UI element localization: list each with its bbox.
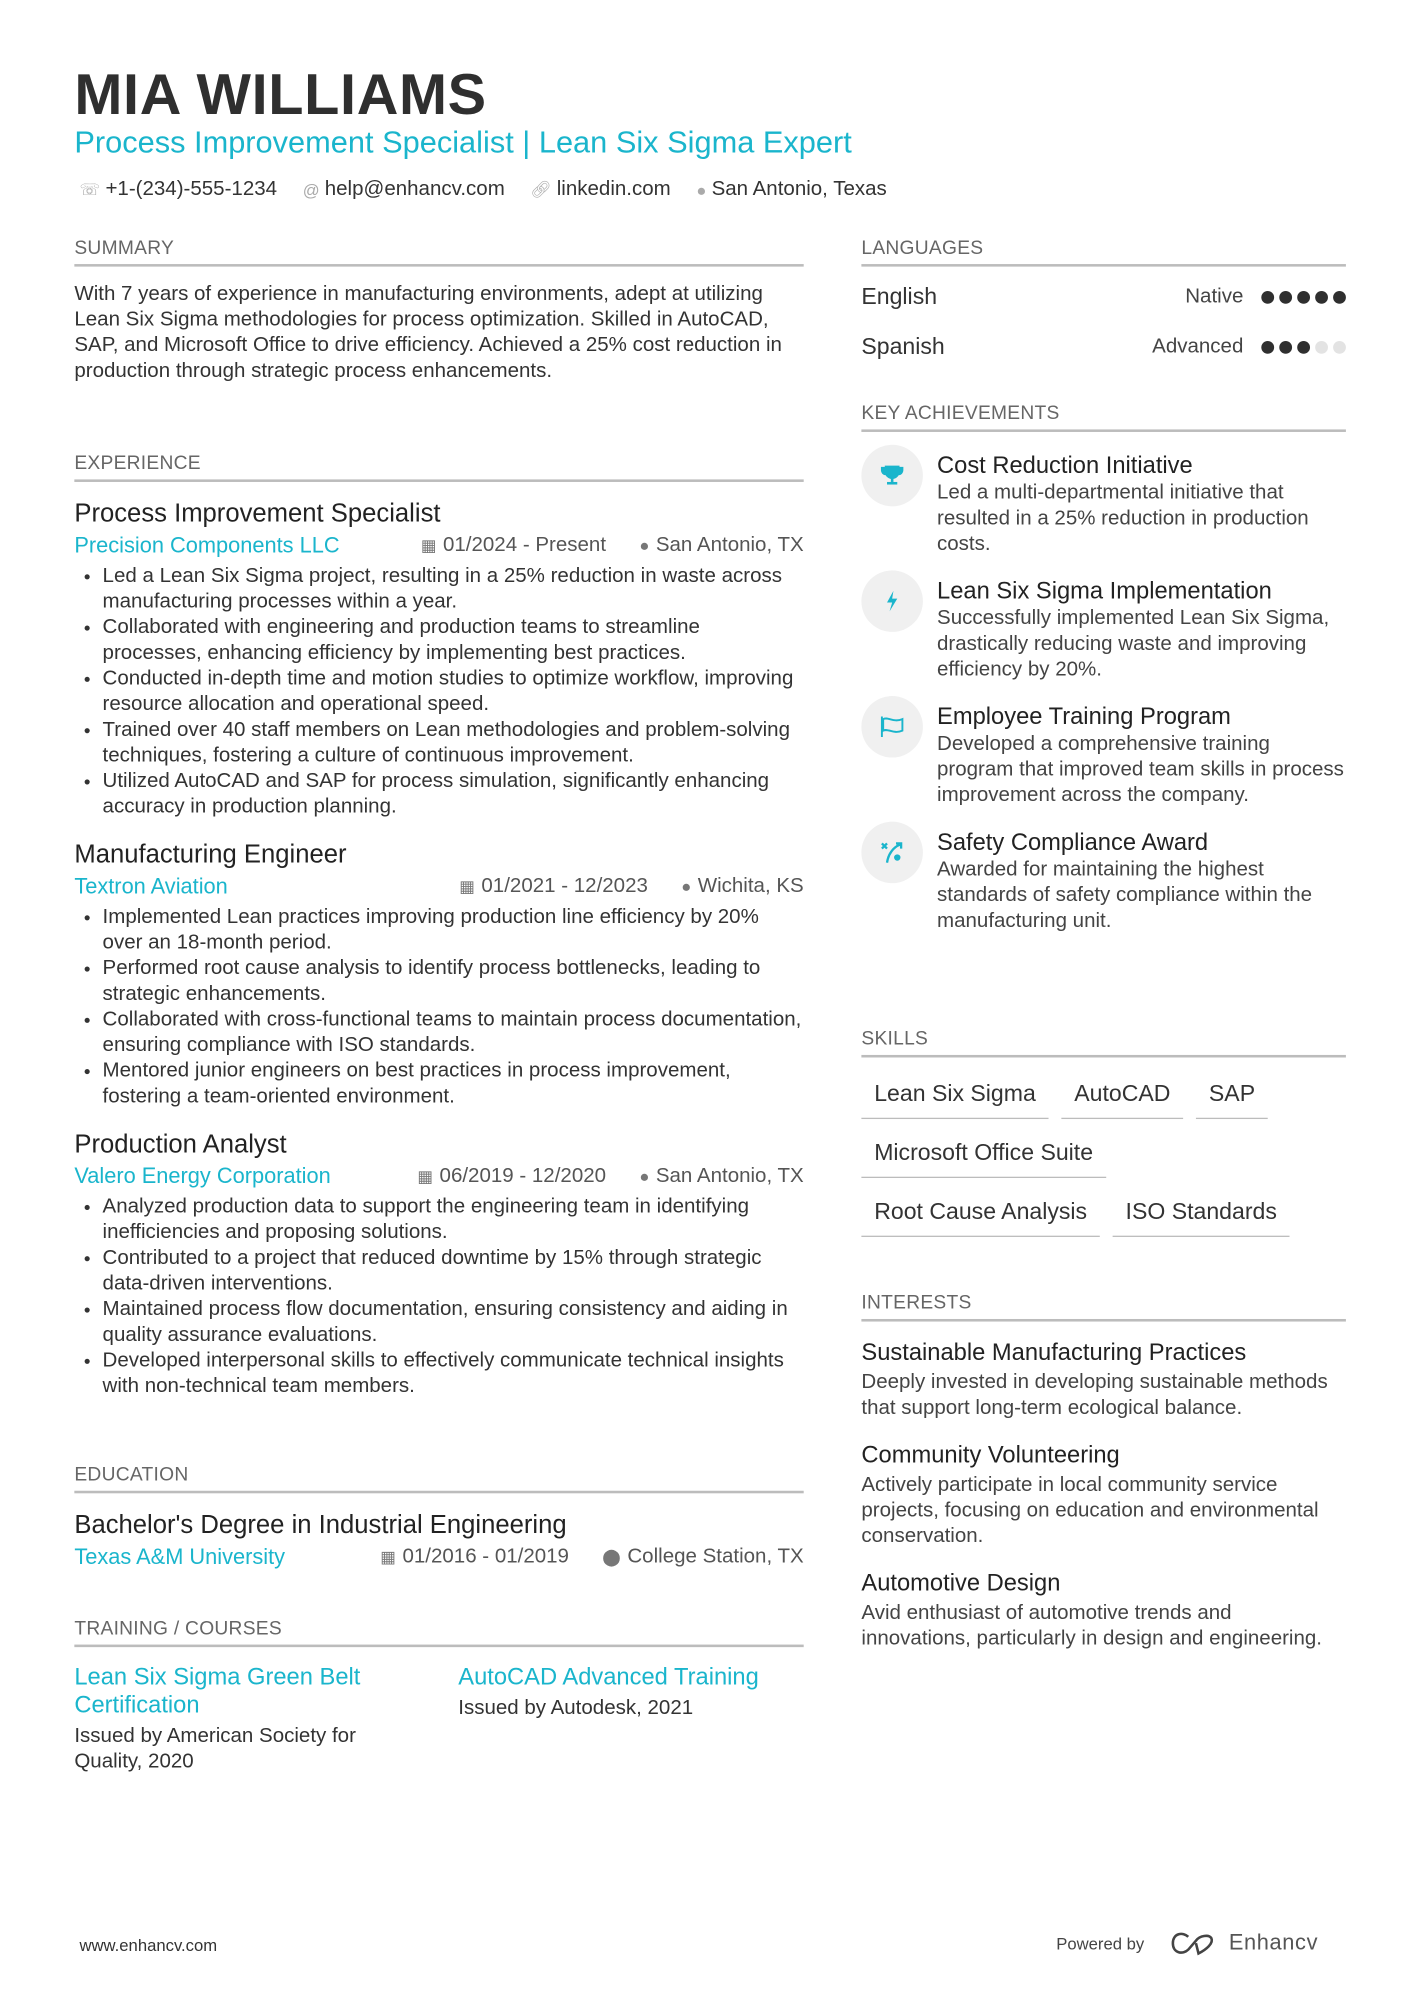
section-heading: LANGUAGES	[861, 237, 1346, 266]
skill-tag: Microsoft Office Suite	[861, 1134, 1105, 1178]
job-entry	[74, 838, 803, 1110]
job-location: San Antonio, TX	[655, 534, 804, 557]
proficiency-dots	[1261, 340, 1346, 353]
section-heading: EDUCATION	[74, 1464, 803, 1493]
interest-desc: Avid enthusiast of automotive trends and innovations, particularly in design and engineering.	[861, 1602, 1322, 1650]
job-location: San Antonio, TX	[655, 1165, 804, 1187]
bullet-item: Collaborated with engineering and production teams to streamline processes, enhancing efficiency by implementing best practices.	[74, 615, 803, 666]
training-issuer: Issued by American Society for Quality, 2020	[74, 1725, 356, 1773]
interest-item	[861, 1568, 1346, 1653]
bullet-item: Implemented Lean practices improving production line efficiency by 20% over an 18-month period.	[74, 905, 803, 956]
powered-by: Powered by	[1056, 1933, 1145, 1953]
contact-item[interactable]	[530, 178, 670, 201]
job-dates-group	[459, 872, 648, 903]
skills-section	[861, 1028, 1346, 1252]
bullet-item: Developed interpersonal skills to effectively communicate technical insights with non-technical team members.	[74, 1348, 803, 1399]
achievement-title: Lean Six Sigma Implementation	[937, 576, 1272, 604]
location-icon: ●	[639, 1166, 650, 1186]
interest-item	[861, 1439, 1346, 1549]
phone-icon: ☏	[79, 179, 101, 199]
skill-tag: ISO Standards	[1113, 1193, 1290, 1237]
calendar-icon: ▦	[380, 1547, 397, 1567]
dates: 01/2016 - 01/2019	[402, 1545, 569, 1568]
dot-filled	[1279, 290, 1292, 303]
summary-text: With 7 years of experience in manufacturing environments, adept at utilizing Lean Six Sigma methodologies for process optimization. Skilled in AutoCAD, SAP, and Microsoft Office to drive efficiency. Achieved a 25% cost reduction in production through strategic process enhancements.	[74, 283, 782, 382]
dot-empty	[1315, 340, 1328, 353]
summary-section	[74, 237, 803, 384]
achievement-title: Employee Training Program	[937, 702, 1231, 730]
dot-filled	[1261, 290, 1274, 303]
bullet-item: Collaborated with cross-functional teams to maintain process documentation, ensuring compliance with ISO standards.	[74, 1008, 803, 1059]
training-title: AutoCAD Advanced Training	[458, 1662, 759, 1690]
language-name: English	[861, 283, 938, 309]
section-heading: SKILLS	[861, 1028, 1346, 1057]
achievement-title: Cost Reduction Initiative	[937, 451, 1193, 479]
language-row	[861, 322, 1346, 372]
achievements-section	[861, 402, 1346, 952]
company-name[interactable]: Precision Components LLC	[74, 533, 340, 558]
section-heading: EXPERIENCE	[74, 452, 803, 481]
section-heading: TRAINING / COURSES	[74, 1618, 803, 1647]
contact-text: help@enhancv.com	[324, 178, 505, 200]
school: Texas A&M University	[74, 1544, 286, 1569]
language-level: Native	[1185, 285, 1244, 307]
training-title: Lean Six Sigma Green Belt Certification	[74, 1662, 361, 1718]
company-name[interactable]: Valero Energy Corporation	[74, 1163, 331, 1189]
company-name[interactable]: Textron Aviation	[74, 874, 228, 899]
candidate-name: MIA WILLIAMS	[74, 61, 487, 127]
achievement-item	[861, 450, 1346, 558]
job-title: Production Analyst	[74, 1130, 287, 1159]
flag-icon	[861, 696, 923, 758]
bullet-item: Performed root cause analysis to identify process bottlenecks, leading to strategic enhancements.	[74, 956, 803, 1007]
dot-empty	[1333, 340, 1346, 353]
contact-item[interactable]	[696, 178, 886, 201]
enhancv-logo-icon	[1170, 1930, 1216, 1956]
training-item	[74, 1663, 419, 1776]
dot-filled	[1315, 290, 1328, 303]
job-meta	[74, 1161, 803, 1192]
education-section	[74, 1464, 803, 1576]
job-title: Process Improvement Specialist	[74, 499, 441, 529]
calendar-icon: ▦	[459, 876, 475, 896]
strategy-icon	[861, 822, 923, 884]
interest-desc: Deeply invested in developing sustainable methods that support long-term ecological balance.	[861, 1371, 1328, 1419]
achievement-desc: Awarded for maintaining the highest standards of safety compliance within the manufacturing unit.	[937, 858, 1313, 932]
job-location-group	[639, 531, 803, 562]
section-heading: KEY ACHIEVEMENTS	[861, 402, 1346, 431]
dot-filled	[1333, 290, 1346, 303]
contact-text: linkedin.com	[556, 178, 671, 200]
contact-item[interactable]	[79, 178, 277, 201]
dot-filled	[1297, 340, 1310, 353]
training-section	[74, 1618, 803, 1776]
enhancv-logo	[1170, 1930, 1318, 1956]
lightning-icon	[861, 570, 923, 632]
skill-tag: SAP	[1196, 1075, 1268, 1119]
job-dates: 01/2024 - Present	[442, 534, 607, 557]
job-location-group	[681, 872, 803, 903]
language-level: Advanced	[1152, 335, 1244, 357]
skill-row	[861, 1193, 1346, 1237]
footer-website[interactable]: www.enhancv.com	[79, 1935, 218, 1955]
footer-branding	[1056, 1930, 1318, 1956]
skill-tag: AutoCAD	[1061, 1075, 1183, 1119]
interest-desc: Actively participate in local community service projects, focusing on education and environmental conservation.	[861, 1474, 1319, 1548]
interest-title: Community Volunteering	[861, 1440, 1120, 1468]
calendar-icon: ▦	[417, 1166, 434, 1186]
bullet-item: Trained over 40 staff members on Lean methodologies and problem-solving techniques, fostering a culture of continuous improvement.	[74, 718, 803, 769]
job-dates-group	[417, 1161, 606, 1192]
contact-item[interactable]	[303, 178, 505, 201]
achievement-desc: Led a multi-departmental initiative that resulted in a 25% reduction in production costs.	[937, 481, 1309, 556]
dot-filled	[1279, 340, 1292, 353]
section-heading: INTERESTS	[861, 1292, 1346, 1321]
job-title: Manufacturing Engineer	[74, 840, 347, 870]
skill-row	[861, 1075, 1346, 1119]
skill-tag: Root Cause Analysis	[861, 1193, 1100, 1237]
contact-text: San Antonio, Texas	[711, 178, 887, 200]
brand-name: Enhancv	[1228, 1930, 1319, 1955]
job-entry	[74, 1128, 803, 1400]
bullet-item: Contributed to a project that reduced downtime by 15% through strategic data-driven interventions.	[74, 1246, 803, 1297]
location-icon: ⬤	[602, 1547, 621, 1567]
achievement-desc: Developed a comprehensive training program that improved team skills in process improvement across the company.	[937, 733, 1344, 807]
dot-filled	[1261, 340, 1274, 353]
location-icon: ●	[681, 876, 692, 896]
language-row	[861, 272, 1346, 322]
language-name: Spanish	[861, 333, 945, 359]
training-item	[458, 1663, 803, 1776]
bullet-item: Utilized AutoCAD and SAP for process simulation, significantly enhancing accuracy in production planning.	[74, 769, 803, 820]
job-bullets	[74, 1195, 803, 1400]
at-icon: @	[302, 180, 320, 200]
bullet-item: Led a Lean Six Sigma project, resulting in a 25% reduction in waste across manufacturing processes within a year.	[74, 564, 803, 615]
bullet-item: Maintained process flow documentation, ensuring consistency and aiding in quality assurance evaluations.	[74, 1297, 803, 1348]
skill-row	[861, 1134, 1346, 1178]
achievement-item	[861, 701, 1346, 809]
languages-section	[861, 237, 1346, 372]
job-dates-group	[421, 531, 606, 562]
job-location-group	[639, 1161, 803, 1192]
interest-title: Automotive Design	[861, 1568, 1061, 1596]
bullet-item: Conducted in-depth time and motion studies to optimize workflow, improving resource allocation and operational speed.	[74, 667, 803, 718]
link-icon: 🔗︎	[530, 179, 552, 199]
location-icon: ●	[696, 180, 707, 200]
achievement-text	[937, 576, 1346, 684]
job-bullets	[74, 564, 803, 820]
interests-section	[861, 1292, 1346, 1670]
skill-tag: Lean Six Sigma	[861, 1075, 1048, 1119]
bullet-item: Analyzed production data to support the engineering team in identifying inefficiencies and proposing solutions.	[74, 1195, 803, 1246]
interest-item	[861, 1337, 1346, 1422]
achievement-item	[861, 576, 1346, 684]
job-location: Wichita, KS	[697, 875, 804, 898]
section-heading: SUMMARY	[74, 237, 803, 266]
proficiency-dots	[1261, 290, 1346, 303]
interest-title: Sustainable Manufacturing Practices	[861, 1338, 1247, 1366]
dot-filled	[1297, 290, 1310, 303]
location: College Station, TX	[627, 1545, 804, 1568]
job-bullets	[74, 905, 803, 1110]
achievement-item	[861, 827, 1346, 935]
achievement-desc: Successfully implemented Lean Six Sigma, drastically reducing waste and improving efficiency by 20%.	[937, 607, 1330, 681]
achievement-text	[937, 450, 1346, 558]
degree: Bachelor's Degree in Industrial Engineering	[74, 1511, 567, 1540]
experience-section	[74, 452, 803, 1399]
location-icon: ●	[639, 535, 650, 556]
contact-bar	[79, 178, 886, 201]
job-dates: 01/2021 - 12/2023	[481, 875, 648, 898]
job-dates: 06/2019 - 12/2020	[439, 1165, 607, 1187]
trophy-icon	[861, 445, 923, 507]
training-issuer: Issued by Autodesk, 2021	[458, 1697, 694, 1719]
achievement-title: Safety Compliance Award	[937, 828, 1209, 855]
job-meta	[74, 531, 803, 562]
job-meta	[74, 872, 803, 903]
bullet-item: Mentored junior engineers on best practices in process improvement, fostering a team-oriented environment.	[74, 1059, 803, 1110]
job-entry	[74, 497, 803, 820]
calendar-icon: ▦	[420, 535, 437, 556]
achievement-text	[937, 701, 1346, 809]
contact-text: +1-(234)-555-1234	[105, 178, 278, 200]
achievement-text	[937, 827, 1346, 935]
candidate-title: Process Improvement Specialist | Lean Six Sigma Expert	[74, 125, 852, 161]
